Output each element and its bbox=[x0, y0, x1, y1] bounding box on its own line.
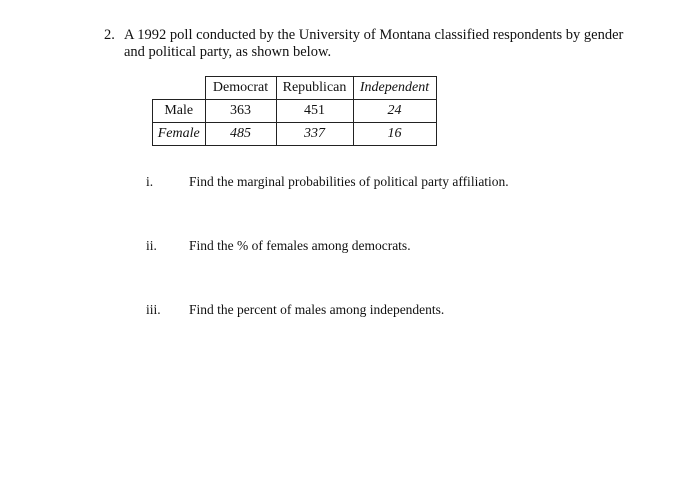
cell-female-republican: 337 bbox=[276, 123, 353, 146]
cell-female-independent: 16 bbox=[353, 123, 436, 146]
poll-table bbox=[152, 76, 437, 146]
table-row-female bbox=[153, 123, 437, 146]
row-label-male: Male bbox=[153, 100, 206, 123]
header-republican: Republican bbox=[276, 77, 353, 100]
question-numeral: iii. bbox=[146, 302, 161, 317]
question-numeral: ii. bbox=[146, 238, 157, 253]
problem-text: A 1992 poll conducted by the University of Montana classified respondents by gender and political party, as shown below. bbox=[124, 27, 624, 60]
table-row-male bbox=[153, 100, 437, 123]
question-numeral: i. bbox=[146, 174, 154, 189]
question-text: Find the % of females among democrats. bbox=[189, 238, 411, 253]
row-label-female: Female bbox=[153, 123, 206, 146]
question-text: Find the marginal probabilities of political party affiliation. bbox=[189, 174, 509, 189]
cell-male-democrat: 363 bbox=[205, 100, 276, 123]
header-independent: Independent bbox=[353, 77, 436, 100]
cell-female-democrat: 485 bbox=[205, 123, 276, 146]
cell-male-independent: 24 bbox=[353, 100, 436, 123]
problem-number: 2. bbox=[104, 27, 115, 43]
header-democrat: Democrat bbox=[205, 77, 276, 100]
table-corner-cell bbox=[153, 77, 206, 100]
question-text: Find the percent of males among independents. bbox=[189, 302, 445, 317]
table-header-row bbox=[153, 77, 437, 100]
cell-male-republican: 451 bbox=[276, 100, 353, 123]
